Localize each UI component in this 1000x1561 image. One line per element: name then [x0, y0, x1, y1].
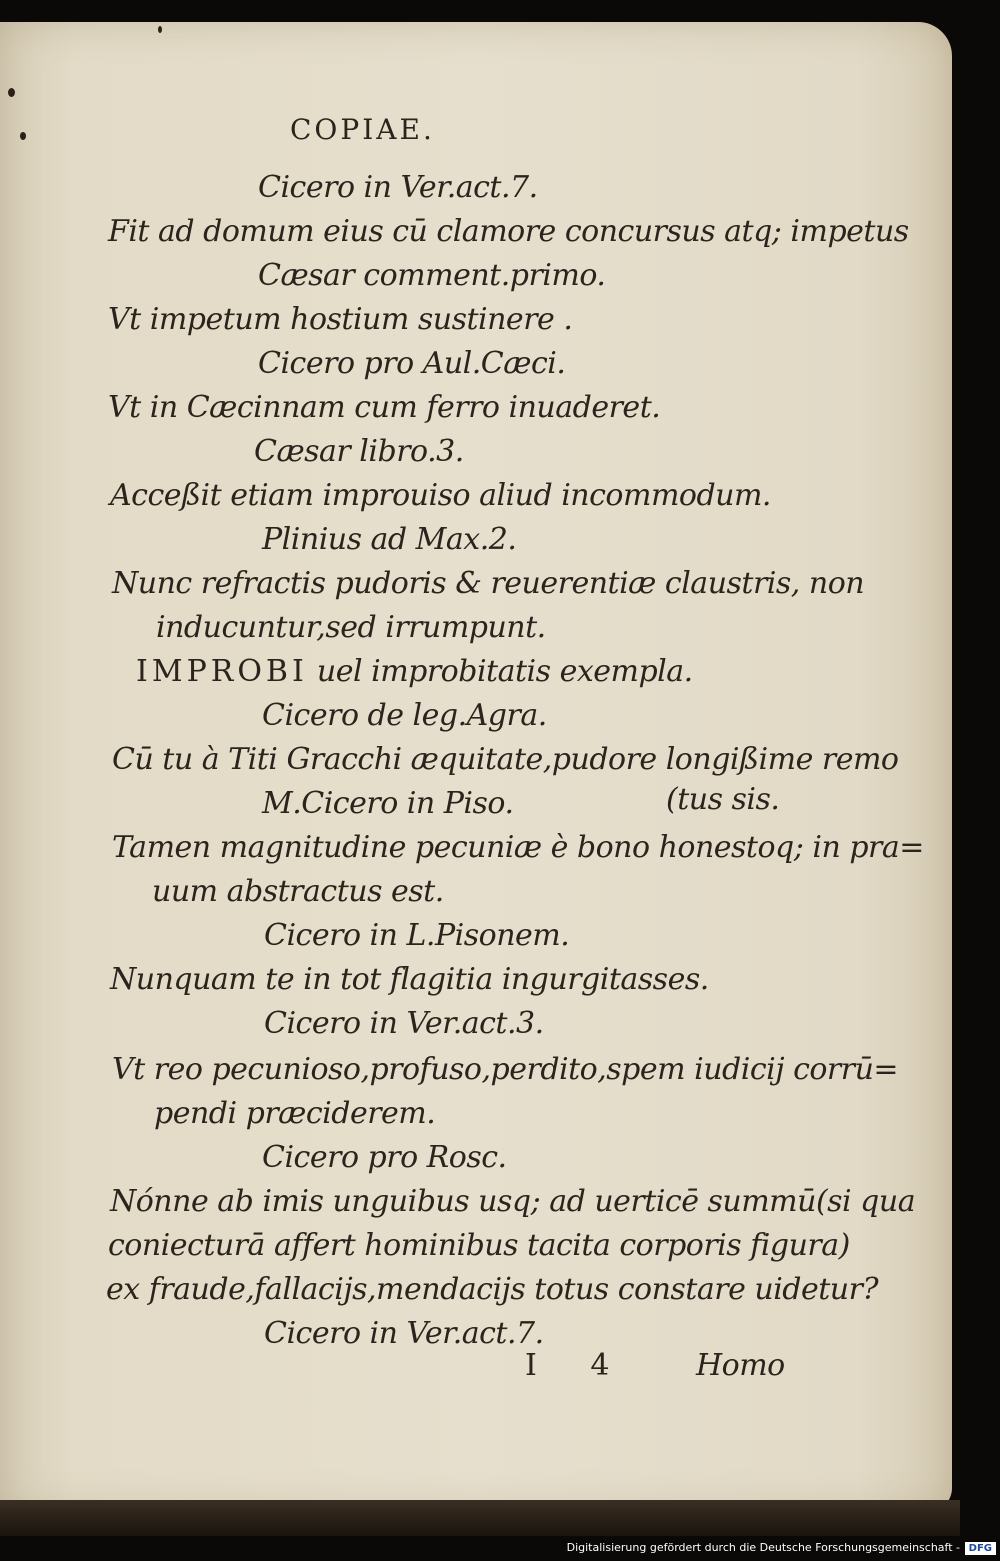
text-line: Acceßit etiam improuiso aliud incommodum.	[110, 478, 771, 513]
text-line: Cicero in Ver.act.7.	[258, 170, 538, 205]
text-line: Vt impetum hostium sustinere .	[108, 302, 573, 337]
text-line: inducuntur,sed irrumpunt.	[156, 610, 546, 645]
page-speck	[20, 132, 26, 140]
text-line: (tus sis.	[666, 782, 780, 817]
text-line: Cicero de leg.Agra.	[262, 698, 547, 733]
text-line: Vt reo pecunioso,profuso,perdito,spem iudicij corrū=	[112, 1052, 899, 1087]
book-bottom-edge	[0, 1500, 960, 1536]
digitization-note: Digitalisierung gefördert durch die Deutsche Forschungsgemeinschaft -	[566, 1541, 960, 1554]
text-line: Cicero pro Rosc.	[262, 1140, 507, 1175]
catchword: Homo	[696, 1348, 785, 1383]
text-line: Nunc refractis pudoris & reuerentiæ claustris, non	[112, 566, 865, 601]
text-line: Nónne ab imis unguibus usq; ad uerticē summū(si qua	[110, 1184, 916, 1219]
text-line: ex fraude,fallacijs,mendacijs totus constare uidetur?	[106, 1272, 879, 1307]
text-line: Fit ad domum eius cū clamore concursus atq; impetus	[108, 214, 909, 249]
text-line: Vt in Cæcinnam cum ferro inuaderet.	[108, 390, 661, 425]
text-line: coniecturā affert hominibus tacita corporis figura)	[108, 1228, 850, 1263]
section-line-text: uel improbitatis exempla.	[316, 654, 693, 689]
text-line: Cū tu à Titi Gracchi æquitate,pudore longißime remo	[112, 742, 899, 777]
text-line: Cæsar comment.primo.	[258, 258, 606, 293]
text-line: pendi præciderem.	[154, 1096, 436, 1131]
signature-mark: I 4	[525, 1348, 632, 1383]
text-line: M.Cicero in Piso.	[262, 786, 514, 821]
text-line: Cæsar libro.3.	[254, 434, 464, 469]
text-line: Cicero in Ver.act.3.	[264, 1006, 544, 1041]
section-line	[136, 652, 693, 692]
improbi-heading: IMPROBI	[136, 654, 308, 689]
text-line: Cicero in Ver.act.7.	[264, 1316, 544, 1351]
text-line: Cicero pro Aul.Cæci.	[258, 346, 566, 381]
text-line: Nunquam te in tot flagitia ingurgitasses.	[110, 962, 709, 997]
text-line: Tamen magnitudine pecuniæ è bono honestoq; in pra=	[112, 830, 924, 865]
dfg-logo-icon: DFG	[965, 1542, 996, 1555]
page-speck	[158, 26, 162, 33]
text-line: Cicero in L.Pisonem.	[264, 918, 570, 953]
page-speck	[8, 88, 15, 97]
page-heading: COPIAE.	[290, 113, 435, 146]
text-line: Plinius ad Max.2.	[262, 522, 517, 557]
text-line: uum abstractus est.	[152, 874, 444, 909]
